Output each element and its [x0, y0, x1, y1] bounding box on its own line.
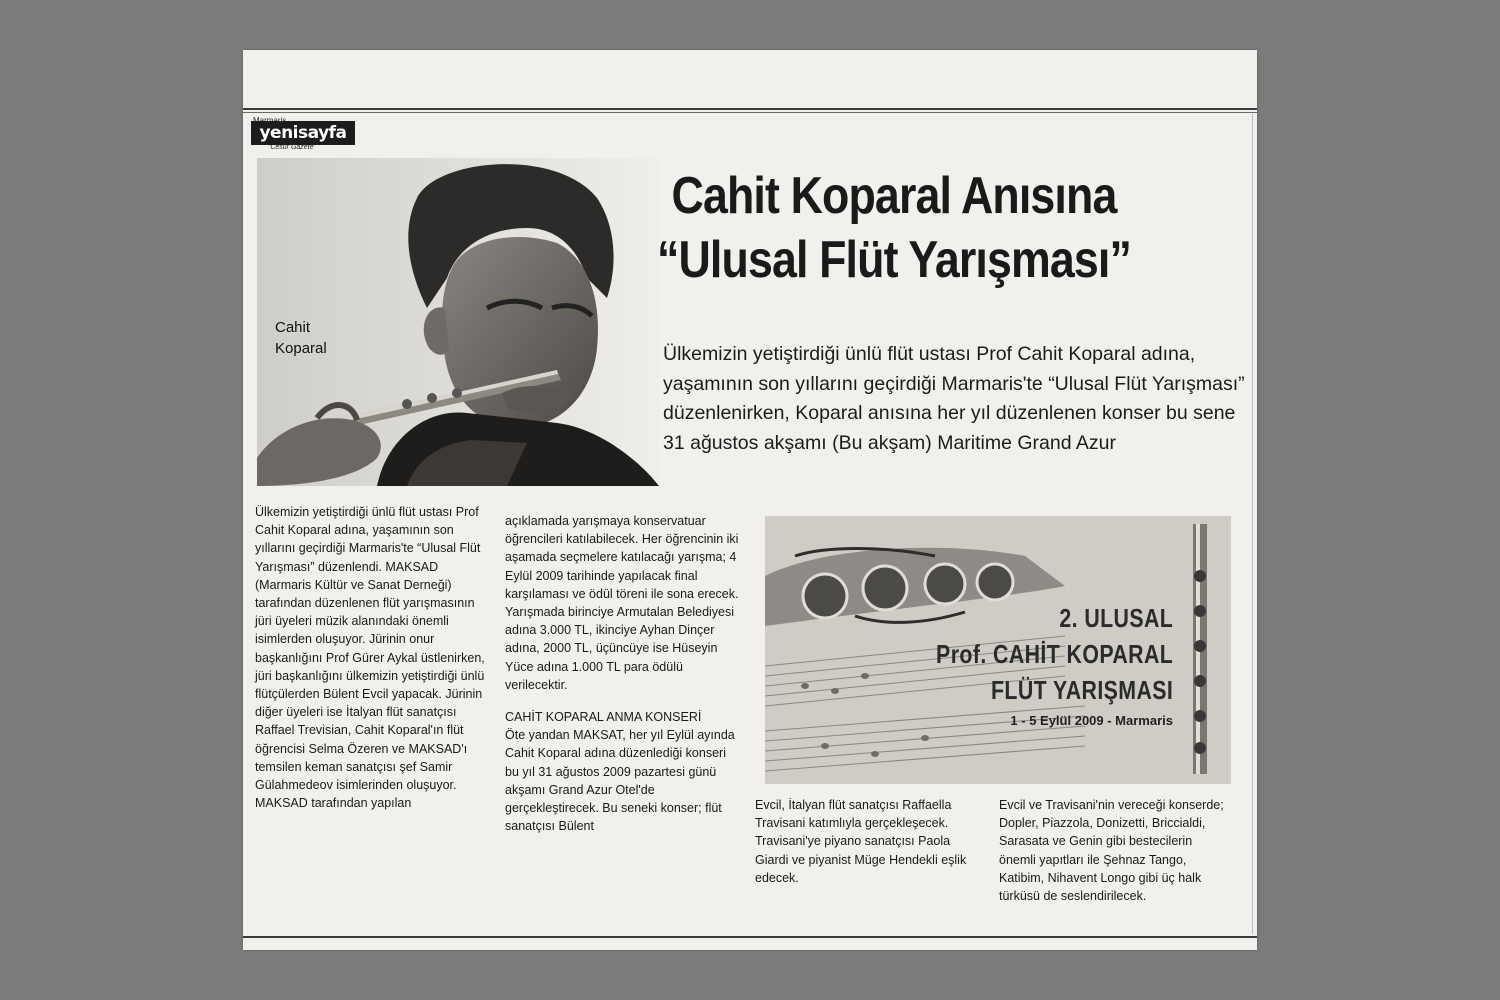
headline-line-2: “Ulusal Flüt Yarışması” — [656, 231, 1131, 289]
poster-date: 1 - 5 Eylül 2009 - Marmaris — [1010, 713, 1173, 728]
poster-line-2: Prof. CAHİT KOPARAL — [935, 639, 1173, 669]
concert-subhead: CAHİT KOPARAL ANMA KONSERİ — [505, 710, 702, 725]
top-rule-thin — [243, 112, 1257, 113]
poster-title — [884, 600, 1173, 734]
top-rule — [243, 108, 1257, 110]
column-2-text-b: Öte yandan MAKSAT, her yıl Eylül ayında Cahit Koparal adına düzenlediği konseri bu yıl 31 ağustos 2009 pazartesi günü akşamı Grand Azur Otel'de gerçekleştirecek. Bu seneki konser; flüt sanatçısı Bülent — [505, 728, 735, 834]
lead-paragraph: Ülkemizin yetiştirdiği ünlü flüt ustası Prof Cahit Koparal adına, yaşamının son yıllarını geçirdiği Marmaris'te “Ulusal Flüt Yarışması” düzenlenirken, Koparal anısına her yıl düzenlenen konser bu sene 31 ağustos akşamı (Bu akşam) Maritime Grand Azur — [663, 343, 1245, 454]
photo-caption — [275, 317, 355, 359]
newspaper-clipping — [243, 50, 1257, 950]
column-2-text: açıklamada yarışmaya konservatuar öğrencileri katılabilecek. Her öğrencinin iki aşamada seçmelere katılacağı yarışma; 4 Eylül 2009 tarihinde yapılacak final karşılaması ve ödül töreni ile sona erecek. Yarışmada birinciye Armutalan Belediyesi adına 3.000 TL, ikinciye Ayhan Dinçer adına, 2000 TL, üçüncüye ise Hüseyin Yüce adına 1.000 TL para ödülü verilecektir. — [505, 514, 739, 692]
caption-line-1: Cahit — [275, 319, 311, 336]
bottom-rule — [243, 936, 1257, 938]
masthead-logo — [251, 116, 355, 152]
column-1-text: Ülkemizin yetiştirdiği ünlü flüt ustası Prof Cahit Koparal adına, yaşamının son yıllarını geçirdiği Marmaris'te “Ulusal Flüt Yarışması” düzenlendi. MAKSAD (Marmaris Kültür ve Sanat Derneği) tarafından düzenlenen flüt yarışmasının jüri üyeleri müzik alanındaki önemli isimlerden oluşuyor. Jürinin onur başkanlığını Prof Gürer Aykal üstlenirken, jüri başkanlığını ülkemizin yetiştirdiği ünlü flütçülerden Bülent Evcil yapacak. Jürinin diğer üyeleri ise İtalyan flüt sanatçısı Raffael Trevisian, Cahit Koparal'ın flüt öğrencisi Selma Özeren ve MAKSAD'ı temsilen keman sanatçısı şef Samir Gülahmedeov isimlerinden oluşuyor. — [255, 505, 485, 793]
masthead-tagline: 'Cesur Gazete' — [269, 144, 315, 151]
article-headline — [615, 164, 1174, 292]
caption-line-2: Koparal — [275, 340, 327, 357]
body-column-4 — [999, 796, 1229, 905]
masthead-name: yenisayfa — [251, 121, 355, 145]
headline-line-1: Cahit Koparal Anısına — [671, 167, 1117, 225]
column-3-text: Evcil, İtalyan flüt sanatçısı Raffaella Travisani katımlıyla gerçekleşecek. Travisani'ye piyano sanatçısı Paola Giardi ve piyanist Müge Hendekli eşlik edecek. — [755, 798, 967, 885]
poster-line-3: FLÜT YARIŞMASI — [990, 675, 1173, 705]
poster-line-1: 2. ULUSAL — [1059, 603, 1173, 633]
column-4-text: Evcil ve Travisani'nin vereceği konserde; Dopler, Piazzola, Donizetti, Briccialdi, Sarasata ve Genin gibi bestecilerin önemli yapıtları ile Şehnaz Tango, Katibim, Nihavent Longo gibi üç halk türküsü de seslendirilecek. — [999, 798, 1224, 904]
column-1-tail: MAKSAD tarafından yapılan — [255, 796, 412, 811]
right-edge-line — [1252, 114, 1253, 934]
competition-poster — [765, 516, 1231, 784]
body-column-1 — [255, 503, 487, 812]
body-column-2 — [505, 512, 741, 835]
body-column-3 — [755, 796, 983, 887]
